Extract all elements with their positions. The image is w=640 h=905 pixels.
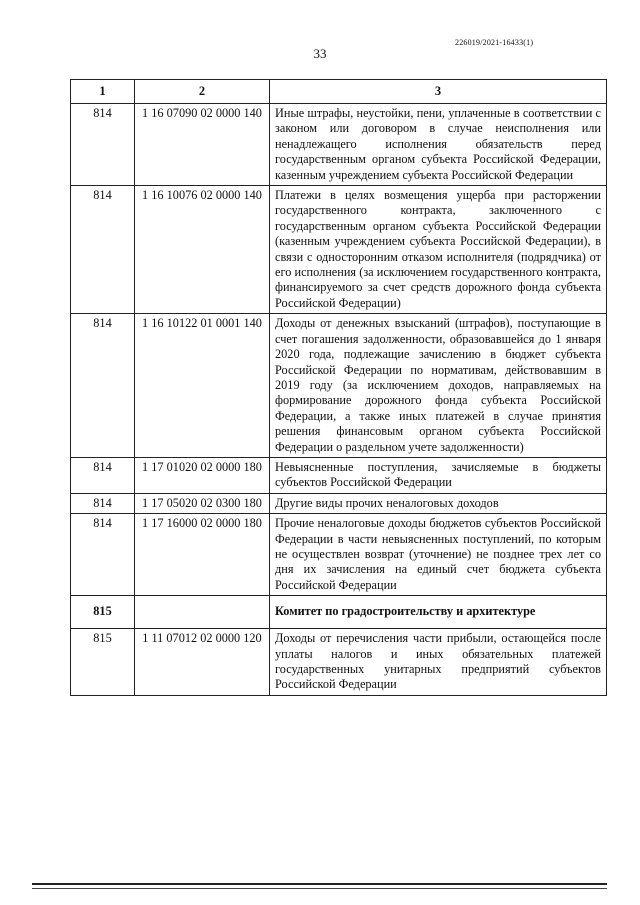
revenue-description-cell: Доходы от перечисления части прибыли, остающейся после уплаты налогов и иных обязательных платежей государственных унитарных предприятий субъектов Российской Федерации xyxy=(270,629,607,696)
table-row xyxy=(71,629,607,696)
column-header-3: 3 xyxy=(270,80,607,104)
admin-code-cell: 814 xyxy=(71,186,135,314)
column-header-1: 1 xyxy=(71,80,135,104)
revenue-description-cell: Другие виды прочих неналоговых доходов xyxy=(270,493,607,513)
page-number: 33 xyxy=(313,46,327,61)
revenue-code-cell: 1 16 07090 02 0000 140 xyxy=(135,104,270,186)
admin-code-cell: 814 xyxy=(71,493,135,513)
admin-code-cell: 814 xyxy=(71,314,135,458)
revenue-code-cell: 1 16 10076 02 0000 140 xyxy=(135,186,270,314)
document-id: 226019/2021-16433(1) xyxy=(455,38,534,47)
revenue-code-cell: 1 11 07012 02 0000 120 xyxy=(135,629,270,696)
page-bottom-rule xyxy=(32,883,607,885)
admin-code-cell: 815 xyxy=(71,629,135,696)
revenue-code-cell: 1 16 10122 01 0001 140 xyxy=(135,314,270,458)
table-row xyxy=(71,104,607,186)
revenue-code-cell: 1 17 16000 02 0000 180 xyxy=(135,514,270,596)
admin-code-cell: 814 xyxy=(71,514,135,596)
table-row xyxy=(71,314,607,458)
table-row xyxy=(71,457,607,493)
column-header-2: 2 xyxy=(135,80,270,104)
table-row xyxy=(71,186,607,314)
section-empty-cell xyxy=(135,596,270,629)
revenue-code-cell: 1 17 05020 02 0300 180 xyxy=(135,493,270,513)
section-header-row xyxy=(71,596,607,629)
revenue-code-cell: 1 17 01020 02 0000 180 xyxy=(135,457,270,493)
revenue-description-cell: Доходы от денежных взысканий (штрафов), поступающие в счет погашения задолженности, образовавшейся до 1 января 2020 года, подлежащие зачислению в бюджет субъекта Российской Федерации по нормативам, действовавшим в 2019 году (за исключением доходов, направляемых на формирование дорожного фонда субъекта Российской Федерации, а также иных платежей в случае принятия решения финансовым органом субъекта Российской Федерации о раздельном учете задолженности) xyxy=(270,314,607,458)
admin-code-cell: 814 xyxy=(71,104,135,186)
revenue-description-cell: Невыясненные поступления, зачисляемые в бюджеты субъектов Российской Федерации xyxy=(270,457,607,493)
budget-classification-table xyxy=(70,79,607,696)
table-header-row xyxy=(71,80,607,104)
revenue-description-cell: Платежи в целях возмещения ущерба при расторжении государственного контракта, заключенного с государственным органом субъекта Российской Федерации (казенным учреждением субъекта Российской Федерации), в связи с односторонним отказом исполнителя (подрядчика) от его исполнения (за исключением государственного контракта, финансируемого за счет средств дорожного фонда субъекта Российской Федерации) xyxy=(270,186,607,314)
section-title: Комитет по градостроительству и архитектуре xyxy=(270,596,607,629)
admin-code-cell: 814 xyxy=(71,457,135,493)
page-bottom-rule-thin xyxy=(32,888,607,889)
table-row xyxy=(71,493,607,513)
table-row xyxy=(71,514,607,596)
revenue-description-cell: Прочие неналоговые доходы бюджетов субъектов Российской Федерации в части невыясненных поступлений, по которым не осуществлен возврат (уточнение) не позднее трех лет со дня их зачисления на единый счет бюджета субъекта Российской Федерации xyxy=(270,514,607,596)
revenue-description-cell: Иные штрафы, неустойки, пени, уплаченные в соответствии с законом или договором в случае неисполнения или ненадлежащего исполнения обязательств перед государственным органом субъекта Российской Федерации, казенным учреждением субъекта Российской Федерации xyxy=(270,104,607,186)
section-admin-code: 815 xyxy=(71,596,135,629)
